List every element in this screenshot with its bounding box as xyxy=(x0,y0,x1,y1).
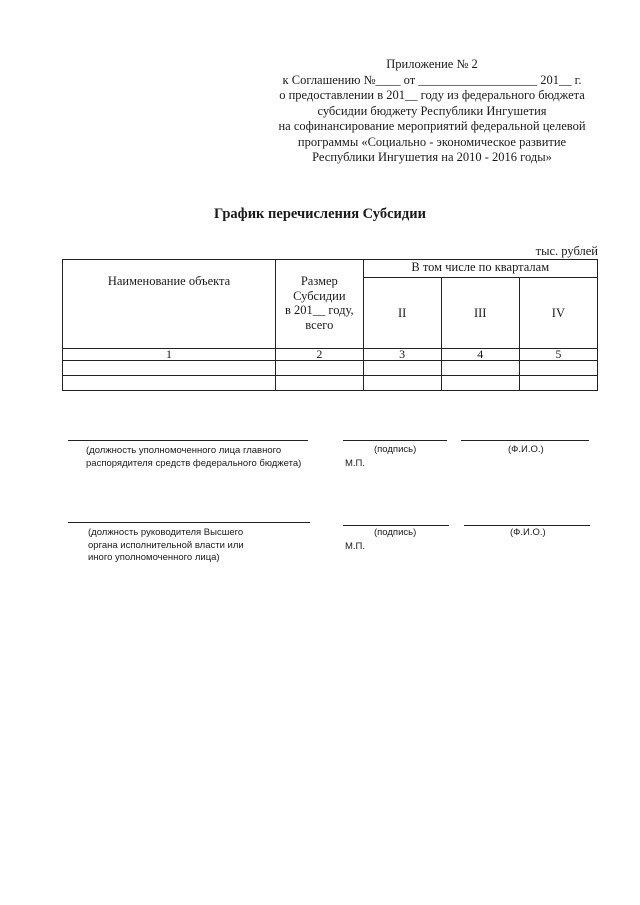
header-quarters: В том числе по кварталам xyxy=(363,260,597,278)
stamp-place-label: М.П. xyxy=(345,458,366,469)
header-quarter-3: III xyxy=(441,278,519,349)
annex-header xyxy=(262,57,602,166)
position-caption-line: органа исполнительной власти или xyxy=(88,539,244,551)
table-cell[interactable] xyxy=(519,361,597,376)
table-cell[interactable] xyxy=(363,361,441,376)
table-cell[interactable] xyxy=(63,376,276,391)
name-caption: (Ф.И.О.) xyxy=(510,527,546,538)
table-row xyxy=(63,376,598,391)
table-cell[interactable] xyxy=(441,361,519,376)
name-caption: (Ф.И.О.) xyxy=(508,444,544,455)
table-cell[interactable] xyxy=(441,376,519,391)
table-cell[interactable] xyxy=(63,361,276,376)
header-line: на софинансирование мероприятий федеральной целевой xyxy=(278,119,586,133)
column-number: 4 xyxy=(441,349,519,361)
table-cell[interactable] xyxy=(519,376,597,391)
table-cell[interactable] xyxy=(276,361,364,376)
header-subsidy-size-line: всего xyxy=(305,317,334,332)
position-line[interactable] xyxy=(68,522,310,523)
header-quarter-2: II xyxy=(363,278,441,349)
position-caption xyxy=(88,527,244,565)
signature-caption: (подпись) xyxy=(374,444,417,455)
header-quarter-4: IV xyxy=(519,278,597,349)
header-object-name: Наименование объекта xyxy=(63,260,276,349)
header-line: субсидии бюджету Республики Ингушетия xyxy=(317,103,547,118)
agreement-reference: к Соглашению №____ от ___________________ 201__ г. xyxy=(282,72,582,87)
header-line: о предоставлении в 201__ году из федерального бюджета xyxy=(279,88,585,102)
position-caption-line: (должность уполномоченного лица главного xyxy=(86,445,282,456)
name-line[interactable] xyxy=(461,440,589,441)
stamp-place-label: М.П. xyxy=(345,541,366,552)
position-caption xyxy=(86,445,301,470)
column-number: 1 xyxy=(63,349,276,361)
annex-title: Приложение № 2 xyxy=(386,57,478,71)
table-header-row xyxy=(63,260,598,278)
column-number: 2 xyxy=(276,349,364,361)
header-subsidy-size-line: Размер xyxy=(300,274,338,288)
position-caption-line: распорядителя средств федерального бюджета) xyxy=(86,457,302,469)
column-number-row xyxy=(63,349,598,361)
header-subsidy-size-line: в 201__ году, xyxy=(285,303,354,317)
name-line[interactable] xyxy=(464,525,590,526)
header-line: программы «Социально - экономическое развитие xyxy=(297,134,567,149)
signature-line[interactable] xyxy=(343,525,449,526)
header-subsidy-size-line: Субсидии xyxy=(293,288,346,303)
units-label: тыс. рублей xyxy=(535,244,598,258)
header-line: Республики Ингушетия на 2010 - 2016 годы» xyxy=(312,150,552,164)
header-subsidy-size xyxy=(276,260,364,349)
signature-line[interactable] xyxy=(343,440,447,441)
table-cell[interactable] xyxy=(363,376,441,391)
document-title: График перечисления Субсидии xyxy=(214,206,426,222)
payment-schedule-table xyxy=(62,259,598,391)
column-number: 3 xyxy=(363,349,441,361)
signature-caption: (подпись) xyxy=(374,527,417,538)
position-line[interactable] xyxy=(68,440,308,441)
column-number: 5 xyxy=(519,349,597,361)
table-row xyxy=(63,361,598,376)
position-caption-line: (должность руководителя Высшего xyxy=(88,527,244,538)
position-caption-line: иного уполномоченного лица) xyxy=(88,552,220,563)
table-cell[interactable] xyxy=(276,376,364,391)
